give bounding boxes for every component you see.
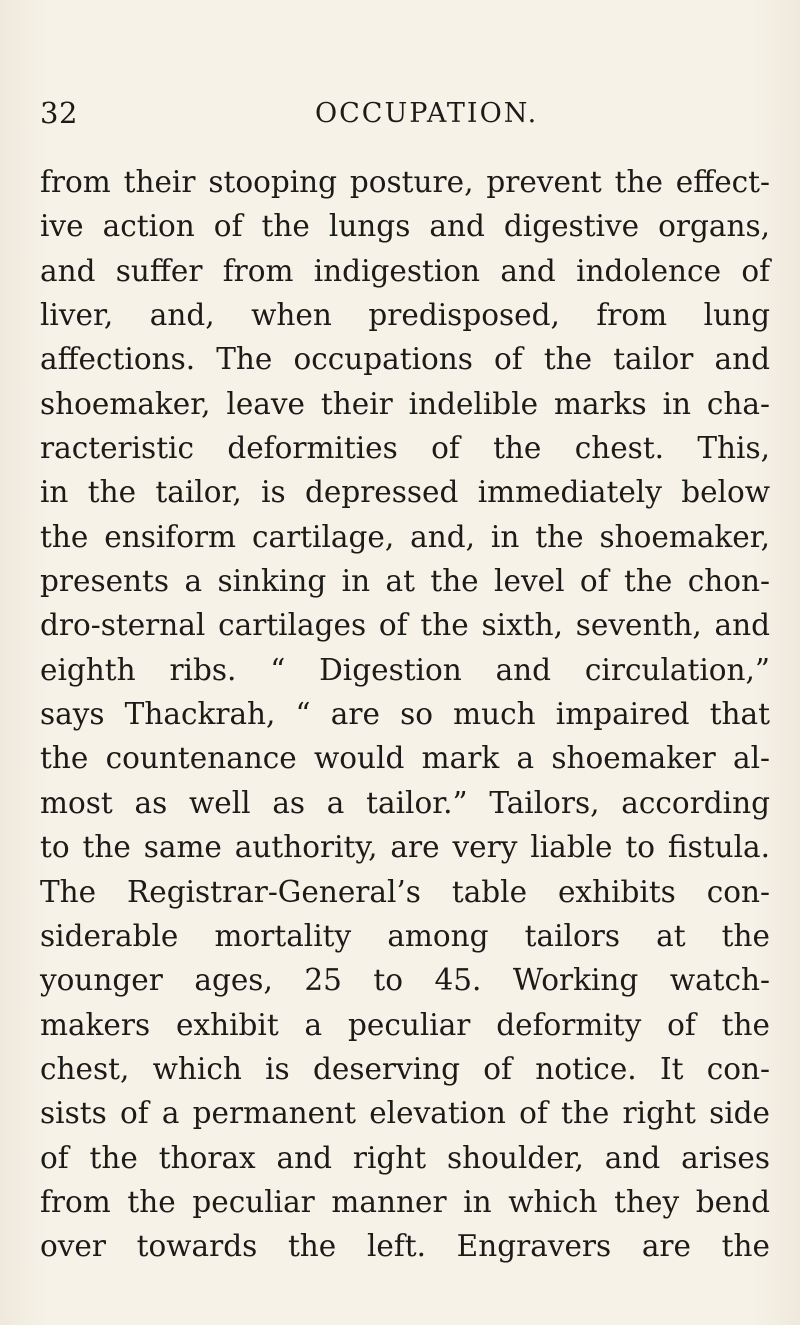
text-line: from the peculiar manner in which they bend [40, 1184, 770, 1219]
page-number: 32 [40, 96, 78, 130]
text-line: dro-sternal cartilages of the sixth, seventh, and [40, 608, 770, 643]
text-line: from their stooping posture, prevent the effect- [40, 165, 770, 199]
running-head [40, 96, 770, 146]
text-line: most as well as a tailor.” Tailors, according [40, 785, 770, 820]
text-line: ive action of the lungs and digestive organs, [40, 209, 770, 244]
text-line: The Registrar-General’s table exhibits con- [40, 874, 770, 909]
text-line: says Thackrah, “ are so much impaired that [40, 697, 770, 732]
text-line: the ensiform cartilage, and, in the shoemaker, [40, 519, 770, 554]
text-line: eighth ribs. “ Digestion and circulation,” [40, 652, 770, 687]
text-line: in the tailor, is depressed immediately below [40, 475, 770, 510]
text-line: sists of a permanent elevation of the right side [40, 1096, 770, 1131]
text-line: siderable mortality among tailors at the [40, 918, 770, 953]
text-line: younger ages, 25 to 45. Working watch- [40, 963, 770, 998]
text-line: presents a sinking in at the level of the chon- [40, 564, 770, 599]
text-line: to the same authority, are very liable to fistula. [40, 830, 770, 865]
text-line: over towards the left. Engravers are the [40, 1229, 770, 1264]
text-line: makers exhibit a peculiar deformity of the [40, 1007, 770, 1042]
text-line: liver, and, when predisposed, from lung [40, 298, 770, 333]
text-line: chest, which is deserving of notice. It con- [40, 1051, 770, 1086]
running-title: OCCUPATION. [315, 98, 539, 129]
text-line: of the thorax and right shoulder, and arises [40, 1140, 770, 1175]
text-line: the countenance would mark a shoemaker al- [40, 741, 770, 776]
text-line: and suffer from indigestion and indolence of [40, 253, 770, 288]
text-line: affections. The occupations of the tailor and [40, 342, 770, 377]
text-line: shoemaker, leave their indelible marks in cha- [40, 386, 770, 421]
text-line: racteristic deformities of the chest. This, [40, 431, 770, 466]
body-text [40, 160, 770, 1269]
